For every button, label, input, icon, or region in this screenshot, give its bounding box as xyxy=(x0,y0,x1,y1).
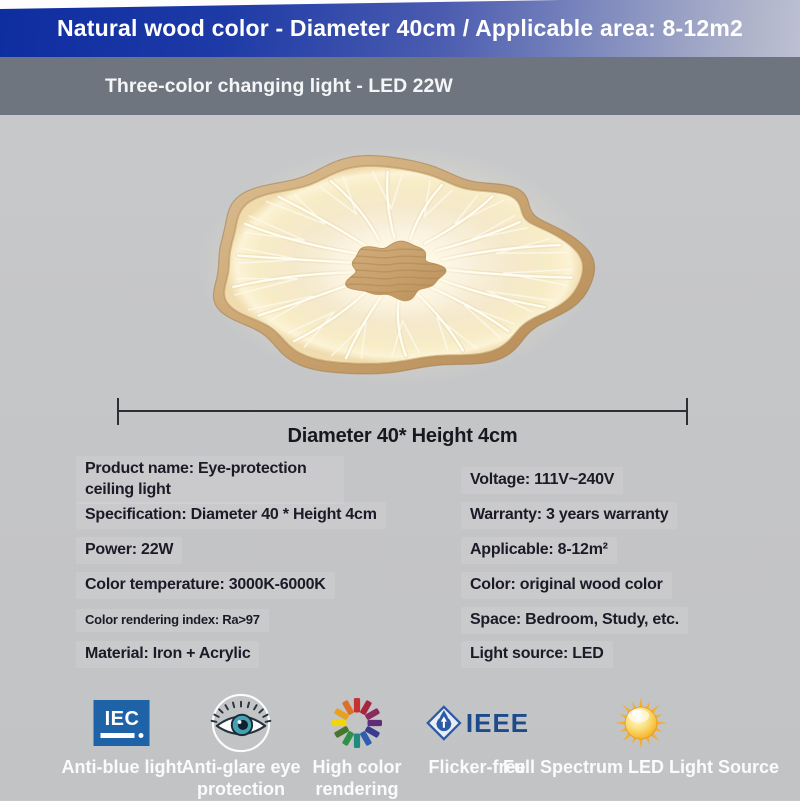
feature-label: Flicker-free xyxy=(425,757,529,779)
feature-label: High color rendering xyxy=(297,757,417,801)
eye-icon xyxy=(166,691,316,755)
spec-space: Space: Bedroom, Study, etc. xyxy=(461,607,688,634)
feature-anti-blue-light xyxy=(62,691,183,779)
iec-logo-box xyxy=(94,700,150,746)
iec-logo-stripe xyxy=(101,733,135,738)
feature-anti-glare xyxy=(166,691,316,801)
lotus-leaf-lamp-illustration xyxy=(196,142,600,386)
feature-label: Full Spectrum LED Light Source xyxy=(503,757,779,779)
spec-voltage: Voltage: 111V~240V xyxy=(461,467,623,494)
banner-secondary xyxy=(0,57,800,115)
banner-primary-text: Natural wood color - Diameter 40cm / Applicable area: 8-12m2 xyxy=(57,15,743,42)
dimension-label: Diameter 40* Height 4cm xyxy=(117,425,688,448)
feature-label: Anti-glare eye protection xyxy=(166,757,316,801)
product-photo-ceiling-lamp xyxy=(196,142,600,386)
banner-primary xyxy=(0,0,800,57)
spec-color-rendering-index: Color rendering index: Ra>97 xyxy=(76,609,269,632)
spec-color: Color: original wood color xyxy=(461,572,672,599)
color-wheel-icon xyxy=(297,691,417,755)
spec-power: Power: 22W xyxy=(76,537,182,564)
spec-specification: Specification: Diameter 40 * Height 4cm xyxy=(76,502,386,529)
ieee-diamond-mark xyxy=(425,704,463,742)
feature-full-spectrum xyxy=(503,691,779,779)
spec-material: Material: Iron + Acrylic xyxy=(76,641,259,668)
dimension-line xyxy=(117,410,688,412)
spec-color-temperature: Color temperature: 3000K-6000K xyxy=(76,572,335,599)
sun-icon xyxy=(503,691,779,755)
feature-high-color-rendering xyxy=(297,691,417,801)
iec-logo-text: IEC xyxy=(105,709,140,729)
feature-label: Anti-blue light xyxy=(62,757,183,779)
spec-light-source: Light source: LED xyxy=(461,641,613,668)
banner-corner-decoration xyxy=(0,0,560,9)
spec-warranty: Warranty: 3 years warranty xyxy=(461,502,677,529)
spec-product-name: Product name: Eye-protection ceiling light xyxy=(76,456,344,504)
ieee-logo-text: IEEE xyxy=(466,710,529,736)
banner-secondary-text: Three-color changing light - LED 22W xyxy=(105,75,453,98)
spec-applicable-area: Applicable: 8-12m² xyxy=(461,537,617,564)
iec-logo xyxy=(62,691,183,755)
